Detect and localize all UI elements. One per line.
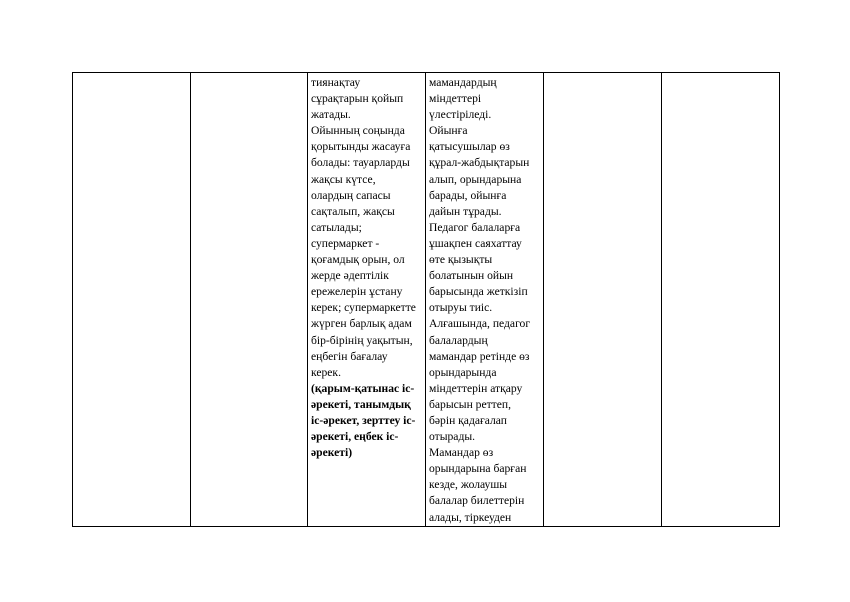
text-line: дайын тұрады. xyxy=(429,204,502,218)
text-line: керек; супермаркетте xyxy=(311,301,416,315)
text-line: жерде әдептілік xyxy=(311,269,389,283)
text-line: мамандардың xyxy=(429,76,497,89)
text-line: бәрін қадағалап xyxy=(429,413,507,427)
text-line: керек. xyxy=(311,365,341,379)
text-line: барады, ойынға xyxy=(429,188,507,202)
text-line: кезде, жолаушы xyxy=(429,478,508,492)
text-line: әрекеті) xyxy=(311,446,353,460)
text-line: барысын реттеп, xyxy=(429,397,511,411)
text-line: әрекеті, еңбек іс- xyxy=(311,430,399,444)
text-line: болады: тауарларды xyxy=(311,156,410,170)
text-line: ережелерін ұстану xyxy=(311,285,403,299)
text-line: қоғамдық орын, ол xyxy=(311,253,405,267)
text-line: өте қызықты xyxy=(429,253,493,267)
text-line: балалар билеттерін xyxy=(429,494,525,508)
text-line: жатады. xyxy=(311,108,351,122)
text-line: міндеттері xyxy=(429,92,482,106)
text-line: сұрақтарын қойып xyxy=(311,92,404,106)
text-line: Педагог балаларға xyxy=(429,220,521,234)
text-line: отырады. xyxy=(429,430,476,444)
text-line: тиянақтау xyxy=(311,76,361,89)
text-line: алады, тіркеуден xyxy=(429,510,512,524)
text-line: жүрген барлық адам xyxy=(311,317,412,331)
plan-table xyxy=(72,72,780,527)
text-line: Ойынға xyxy=(429,124,468,138)
text-line: қатысушылар өз xyxy=(429,140,510,154)
text-line: сақталып, жақсы xyxy=(311,204,395,218)
table-cell-col2 xyxy=(191,73,308,527)
text-line: мамандар ретінде өз xyxy=(429,349,530,363)
text-line: супермаркет - xyxy=(311,236,380,250)
table-cell-col5 xyxy=(544,73,662,527)
col3-text xyxy=(311,75,423,381)
text-line: олардың сапасы xyxy=(311,188,391,202)
text-line: балалардың xyxy=(429,333,488,347)
text-line: алып, орындарына xyxy=(429,172,522,186)
text-line: іс-әрекет, зерттеу іс- xyxy=(311,413,416,427)
table-cell-col1 xyxy=(73,73,191,527)
table-cell-col6 xyxy=(662,73,780,527)
text-line: болатынын ойын xyxy=(429,269,514,283)
table-row xyxy=(73,73,780,527)
text-line: (қарым-қатынас іс- xyxy=(311,381,415,395)
text-line: сатылады; xyxy=(311,220,362,234)
table-cell-col3 xyxy=(308,73,426,527)
text-line: жақсы күтсе, xyxy=(311,172,376,186)
text-line: әрекеті, танымдық xyxy=(311,397,411,411)
text-line: Ойынның соңында xyxy=(311,124,405,138)
text-line: құрал-жабдықтарын xyxy=(429,156,530,170)
text-line: барысында жеткізіп xyxy=(429,285,528,299)
table-cell-col4 xyxy=(426,73,544,527)
col4-text xyxy=(429,75,541,526)
text-line: үлестіріледі. xyxy=(429,108,492,122)
text-line: ұшақпен саяхаттау xyxy=(429,236,522,250)
col3-activity-types xyxy=(311,381,423,461)
text-line: Алғашында, педагог xyxy=(429,317,531,331)
text-line: қорытынды жасауға xyxy=(311,140,411,154)
text-line: отыруы тиіс. xyxy=(429,301,493,315)
text-line: еңбегін бағалау xyxy=(311,349,388,363)
text-line: орындарында xyxy=(429,365,497,379)
text-line: бір-бірінің уақытын, xyxy=(311,333,413,347)
text-line: Мамандар өз xyxy=(429,446,494,460)
text-line: міндеттерін атқару xyxy=(429,381,523,395)
text-line: орындарына барған xyxy=(429,462,527,476)
